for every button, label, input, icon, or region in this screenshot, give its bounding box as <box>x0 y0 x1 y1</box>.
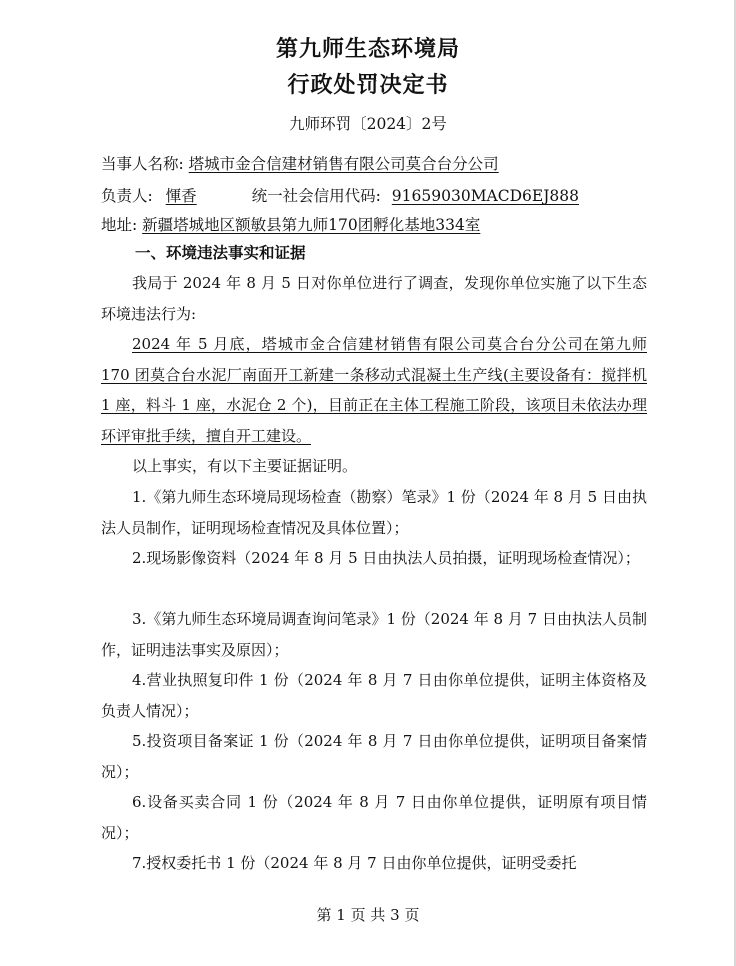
credit-code-value: 91659030MACD6EJ888 <box>391 187 580 205</box>
evidence-item: 7.授权委托书 1 份（2024 年 8 月 7 日由你单位提供，证明受委托 <box>132 854 577 872</box>
evidence-item: 1.《第九师生态环境局现场检查（勘察）笔录》1 份（2024 年 8 月 5 日由执法人员制作，证明现场检查情况及具体位置）； <box>101 488 647 537</box>
party-name-row <box>101 152 499 174</box>
page-indicator: 第 1 页 共 3 页 <box>316 906 420 924</box>
address-value: 新疆塔城地区额敏县第九师170团孵化基地334室 <box>142 216 481 234</box>
document-number: 九师环罚〔2024〕2号 <box>289 115 447 133</box>
party-name-label: 当事人名称: <box>101 155 184 173</box>
party-name-value: 塔城市金合信建材销售有限公司莫合台分公司 <box>188 155 499 173</box>
investigation-intro: 我局于 2024 年 8 月 5 日对你单位进行了调查，发现你单位实施了以下生态环境违法行为: <box>101 274 647 323</box>
credit-code-label: 统一社会信用代码: <box>251 187 381 205</box>
section-heading: 一、环境违法事实和证据 <box>135 244 306 262</box>
responsible-row <box>101 184 579 206</box>
evidence-item: 6.设备买卖合同 1 份（2024 年 8 月 7 日由你单位提供，证明原有项目情况）； <box>101 793 647 842</box>
document-title-issuer: 第九师生态环境局 <box>275 37 460 62</box>
violation-facts-text: 2024 年 5 月底，塔城市金合信建材销售有限公司莫合台分公司在第九师 170 团莫合台水泥厂南面开工新建一条移动式混凝土生产线(主要设备有：搅拌机 1 座，料斗 1 座，水泥仓 2 个)，目前正在主体工程施工阶段，该项目未依法办理环评审批手续，擅自开工建设。 <box>101 335 647 445</box>
evidence-item: 4.营业执照复印件 1 份（2024 年 8 月 7 日由你单位提供，证明主体资格及负责人情况）； <box>101 671 647 720</box>
evidence-item: 5.投资项目备案证 1 份（2024 年 8 月 7 日由你单位提供，证明项目备案情况）； <box>101 732 647 781</box>
document-title-type: 行政处罚决定书 <box>287 73 449 98</box>
evidence-item: 3.《第九师生态环境局调查询问笔录》1 份（2024 年 8 月 7 日由执法人员制作，证明违法事实及原因）； <box>101 610 647 659</box>
evidence-item: 2.现场影像资料（2024 年 8 月 5 日由执法人员拍摄，证明现场检查情况）； <box>132 549 640 567</box>
violation-facts <box>101 329 647 451</box>
responsible-value: 惲香 <box>165 187 197 205</box>
responsible-label: 负责人: <box>101 187 153 205</box>
address-row <box>101 213 480 235</box>
address-label: 地址: <box>101 216 138 234</box>
evidence-intro: 以上事实，有以下主要证据证明。 <box>132 457 358 475</box>
